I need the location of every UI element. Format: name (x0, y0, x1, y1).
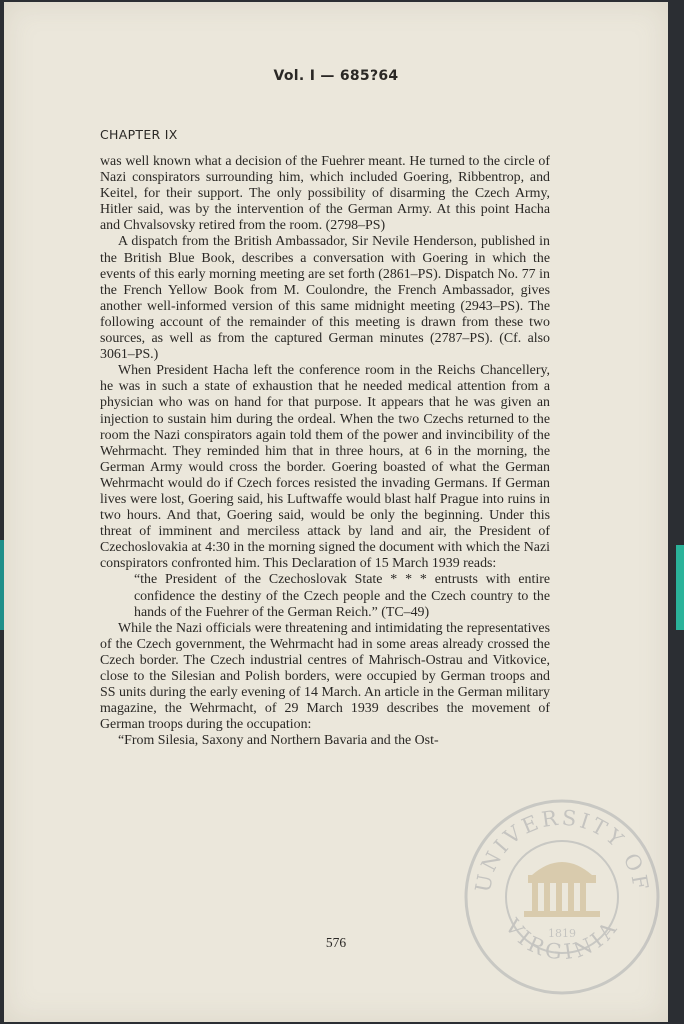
paragraph: When President Hacha left the conference room in the Reichs Chancellery, he was in such a state of exhaustion that he needed medical attention from a physician who was on hand for that purpose. It appears that he was given an injection to sustain him during the ordeal. When the two Czechs returned to the room the Nazi conspirators again told them of the power and invincibility of the Wehrmacht. They reminded him that in three hours, at 6 in the morning, the German Army would cross the border. Goering boasted of what the German Wehrmacht would do if Czech forces resisted the invading Germans. If German lives were lost, Goering said, his Luftwaffe would blast half Prague into ruins in two hours. And that, Goering said, would be only the beginning. Under this threat of imminent and merciless attack by land and air, the President of Czechoslovakia at 4:30 in the morning signed the document with which the Nazi conspirators confronted him. This Declaration of 15 March 1939 reads: (100, 363, 550, 572)
document-page (4, 2, 668, 1022)
paragraph: was well known what a decision of the Fuehrer meant. He turned to the circle of Nazi conspirators surrounding him, which included Goering, Ribbentrop, and Keitel, for their support. The only possibility of disarming the Czech Army, Hitler said, was by the intervention of the German Army. At this point Hacha and Chvalsovsky retired from the room. (2798–PS) (100, 154, 550, 234)
body-text (100, 154, 550, 749)
block-quote: “the President of the Czechoslovak State * * * entrusts with entire confidence the destiny of the Czech people and the Czech country to the hands of the Fuehrer of the German Reich.” (TC–49) (134, 572, 550, 620)
edge-tab-right (676, 545, 684, 630)
paragraph: While the Nazi officials were threatening and intimidating the representatives of the Czech government, the Wehrmacht had in some areas already crossed the Czech border. The Czech industrial centres of Mahrisch-Ostrau and Vitkovice, close to the Silesian and Polish borders, were occupied by German troops and SS units during the early evening of 14 March. An article in the German military magazine, the Wehrmacht, of 29 March 1939 describes the movement of German troops during the occupation: (100, 620, 550, 733)
seal-year: 1819 (548, 927, 576, 940)
paragraph: A dispatch from the British Ambassador, Sir Nevile Henderson, published in the British Blue Book, describes a conversation with Goering in which the events of this early morning meeting are set forth (2861–PS). Dispatch No. 77 in the French Yellow Book from M. Coulondre, the French Ambassador, gives another well-informed version of this same midnight meeting (2943–PS). The following account of the remainder of this meeting is drawn from these two sources, as well as from the captured German minutes (2787–PS). (Cf. also 3061–PS.) (100, 234, 550, 363)
seal-text-top: UNIVERSITY OF (470, 805, 654, 895)
paragraph: “From Silesia, Saxony and Northern Bavaria and the Ost- (118, 733, 439, 749)
university-seal-watermark (462, 797, 662, 997)
chapter-heading: CHAPTER IX (100, 127, 178, 142)
page-header: Vol. I — 685?64 (273, 68, 399, 84)
page-number: 576 (325, 935, 347, 950)
rotunda-icon (524, 862, 600, 917)
seal-text-bottom: VIRGINIA (500, 914, 624, 965)
